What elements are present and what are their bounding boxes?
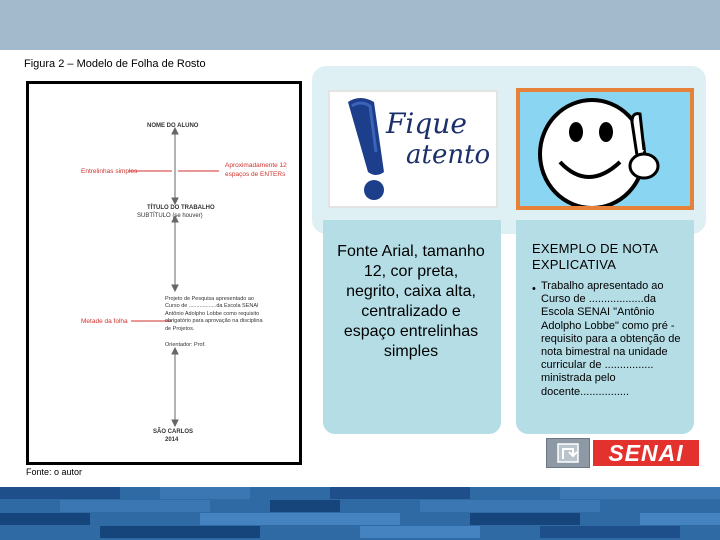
return-arrow-icon	[547, 439, 589, 467]
senai-logo: SENAI	[593, 440, 699, 466]
simple-spacing-label: Entrelinhas simples	[81, 168, 138, 175]
student-name: NOME DO ALUNO	[147, 123, 199, 129]
half-page-label: Metade da folha	[81, 318, 128, 325]
title-page-model	[26, 81, 302, 465]
fique-atento-logo	[328, 90, 498, 208]
model-arrows	[29, 84, 299, 462]
enter-spaces-label: Aproximadamente 12 espaços de ENTERs	[225, 162, 287, 178]
logo-word-fique: Fique	[386, 107, 467, 140]
work-title: TÍTULO DO TRABALHO	[147, 205, 215, 211]
pointing-character	[516, 88, 694, 210]
top-band	[0, 0, 720, 50]
work-subtitle: SUBTÍTULO (se houver)	[137, 213, 203, 219]
return-button[interactable]	[546, 438, 590, 468]
figure-source: Fonte: o autor	[26, 467, 83, 477]
project-note: Projeto de Pesquisa apresentado ao Curso de ..................da Escola SENAI Antônio Adolpho Lobbe como requisito obrigatório para aprovação na disciplina de Projetos.	[165, 296, 263, 332]
note-body: Trabalho apresentado ao Curso de ..................da Escola SENAI "Antônio Adolpho Lobbe" como pré -requisito para a obtenção de nota bimestral na unidade curricular de ................ ministrada pelo docente................	[541, 280, 681, 398]
note-title: EXEMPLO DE NOTA EXPLICATIVA	[532, 241, 658, 272]
advisor-line: Orientador: Prof.	[165, 342, 206, 348]
city: SÃO CARLOS	[153, 429, 194, 435]
note-bullet: •	[532, 283, 536, 295]
year: 2014	[165, 437, 179, 443]
figure-title: Figura 2 – Modelo de Folha de Rosto	[24, 58, 206, 70]
bottom-stripes	[0, 487, 720, 540]
logo-word-atento: atento	[406, 140, 491, 170]
rule-text: Fonte Arial, tamanho 12, cor preta, negrito, caixa alta, centralizado e espaço entrelinhas simples	[337, 243, 485, 360]
thinking-figure-icon	[520, 92, 690, 206]
